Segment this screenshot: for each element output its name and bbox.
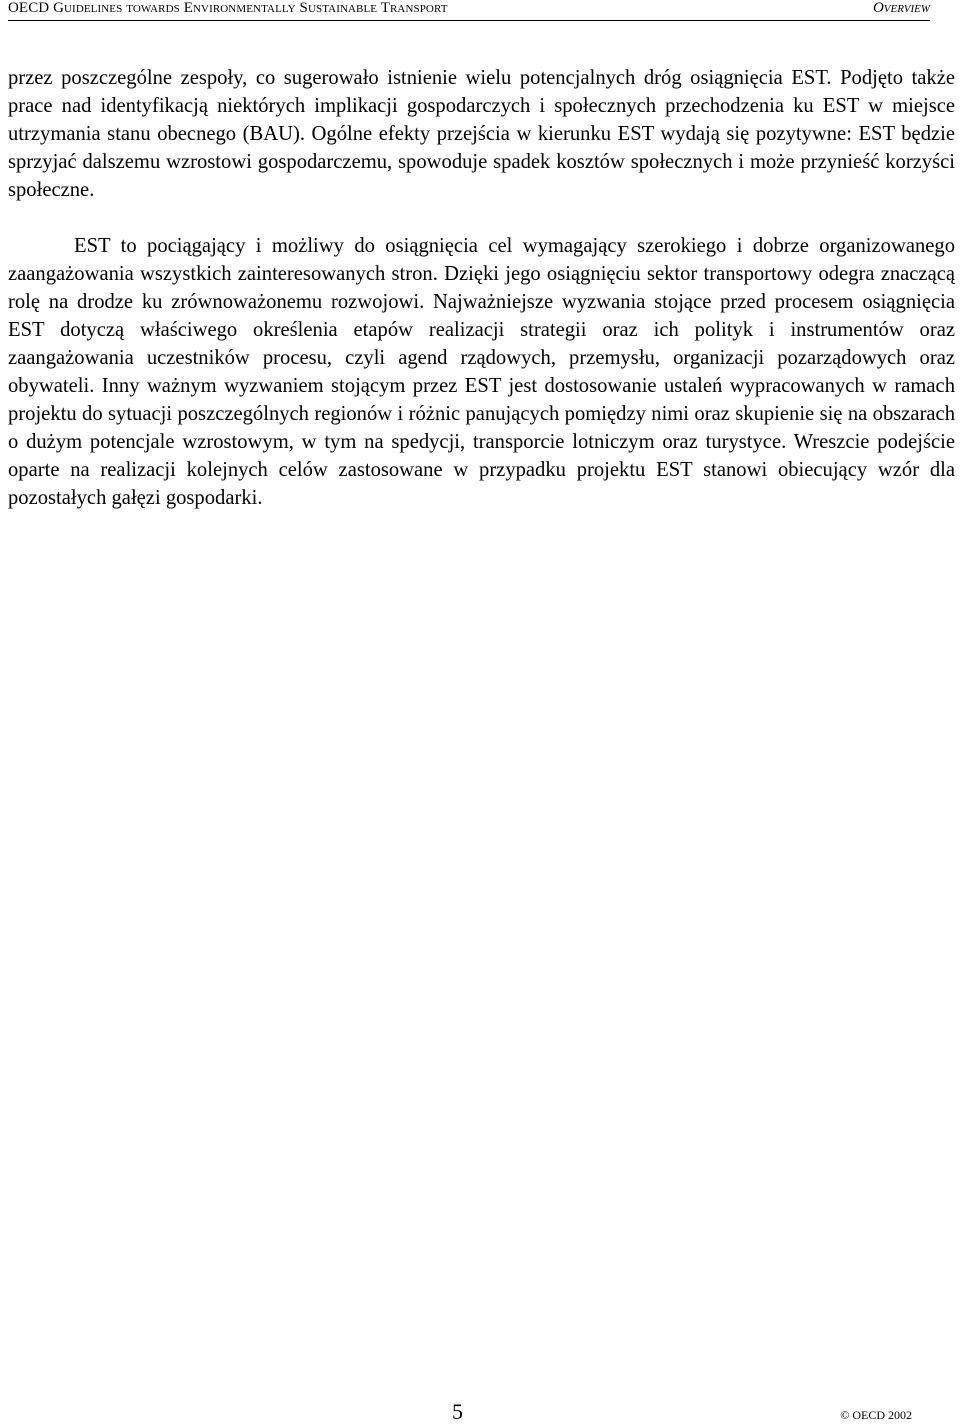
running-header (8, 0, 930, 18)
paragraph-2: EST to pociągający i możliwy do osiągnięcia cel wymagający szerokiego i dobrze organizowanego zaangażowania wszystkich zainteresowanych stron. Dzięki jego osiągnięciu sektor transportowy odegra znaczącą rolę na drodze ku zrównoważonemu rozwojowi. Najważniejsze wyzwania stojące przed procesem osiągnięcia EST dotyczą właściwego określenia etapów realizacji strategii oraz ich polityk i instrumentów oraz zaangażowania uczestników procesu, czyli agend rządowych, przemysłu, organizacji pozarządowych oraz obywateli. Inny ważnym wyzwaniem stojącym przez EST jest dostosowanie ustaleń wypracowanych w ramach projektu do sytuacji poszczególnych regionów i różnic panujących pomiędzy nimi oraz skupienie się na obszarach o dużym potencjale wzrostowym, w tym na spedycji, transporcie lotniczym oraz turystyce. Wreszcie podejście oparte na realizacji kolejnych celów zastosowane w przypadku projektu EST stanowi obiecujący wzór dla pozostałych gałęzi gospodarki. (8, 235, 955, 509)
copyright-notice: © OECD 2002 (840, 1408, 912, 1422)
document-body (8, 64, 955, 512)
paragraph-1: przez poszczególne zespoły, co sugerowało istnienie wielu potencjalnych dróg osiągnięcia EST. Podjęto także prace nad identyfikacją niektórych implikacji gospodarczych i społecznych przechodzenia ku EST w miejsce utrzymania stanu obecnego (BAU). Ogólne efekty przejścia w kierunku EST wydają się pozytywne: EST będzie sprzyjać dalszemu wzrostowi gospodarczemu, spowoduje spadek kosztów społecznych i może przynieść korzyści społeczne. (8, 67, 955, 201)
page-number: 5 (452, 1399, 463, 1424)
header-title: OECD Guidelines towards Environmentally Sustainable Transport (8, 0, 448, 16)
header-section: Overview (872, 0, 930, 16)
header-rule (8, 20, 930, 21)
